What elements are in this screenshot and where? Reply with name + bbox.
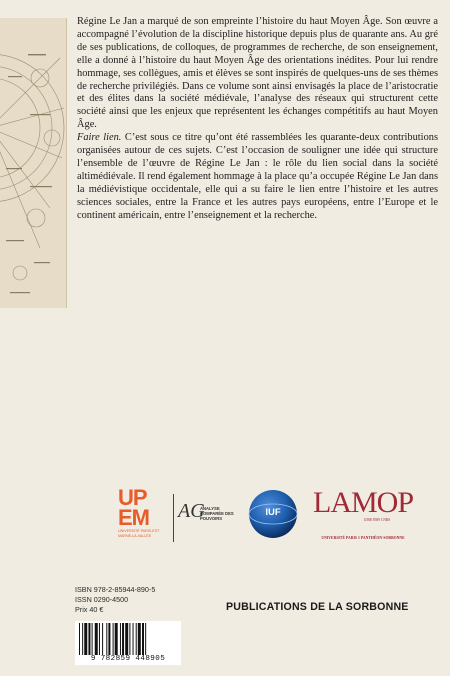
partner-logos bbox=[0, 478, 450, 558]
barcode bbox=[75, 621, 181, 665]
price-text: Prix 40 € bbox=[75, 604, 104, 614]
upem-logo-caption: UNIVERSITÉ PARIS-EST MARNE-LA-VALLÉE bbox=[118, 529, 160, 538]
issn-text: ISSN 0290-4500 bbox=[75, 594, 129, 604]
isbn-text: ISBN 978-2-85944-890-5 bbox=[75, 585, 156, 594]
agp-label: ANALYSE COMPARÉE DES POUVOIRS bbox=[200, 506, 234, 521]
summary-paragraph-2 bbox=[77, 132, 438, 222]
logo-divider bbox=[173, 494, 174, 542]
lamop-logo bbox=[313, 484, 414, 544]
manuscript-diagram-image bbox=[0, 18, 67, 308]
summary-paragraph-1: Régine Le Jan a marqué de son empreinte l’histoire du haut Moyen Âge. Son œuvre a accompagné l’évolution de la discipline historique depuis plus de quarante ans. Au gré de ses publications, de colloques, de programmes de recherche, de son enseignement, elle a donné à l’histoire du haut Moyen Âge des orientations inédites. Pour lui rendre hommage, ses collègues, amis et élèves se sont inspirés de quelques-uns de ses thèmes de recherche privilégiés. Dans ce volume sont ainsi envisagés la place de l’aristocratie et des élites dans la société médiévale, l’analyse des réseaux qui structurent cette société ainsi que les enjeux que représentent les échanges compétitifs au haut Moyen Âge. bbox=[77, 16, 438, 131]
summary-text bbox=[77, 16, 438, 223]
barcode-digits: 9 782859 448905 bbox=[90, 655, 166, 663]
lamop-subtitle: UMR 8589 CNRS bbox=[363, 518, 391, 522]
publisher-name: PUBLICATIONS DE LA SORBONNE bbox=[226, 601, 409, 613]
catalog-info bbox=[75, 585, 155, 614]
lamop-wordmark: LAMOP bbox=[313, 486, 414, 519]
agp-monogram: AG bbox=[178, 500, 205, 522]
iuf-label: IUF bbox=[265, 507, 281, 518]
barcode-bars bbox=[79, 623, 177, 655]
agp-logo bbox=[178, 500, 240, 530]
summary-paragraph-2-rest: C’est sous ce titre qu’ont été rassemblées les quarante-deux contributions organisées autour de ces sujets. C’est l’occasion de souligner une idée qui structure l’ensemble de l’œuvre de Régine Le Jan : le rôle du lien social dans la société altimédiévale. Il rend également hommage à la place qu’a occupée Régine Le Jan dans la médiévistique occidentale, elle qui a su faire le lien entre l’histoire et les autres sciences sociales, entre la France et les autres pays européens, entre l’Europe et le continent américain, entre l’enseignement et la recherche. bbox=[77, 132, 438, 221]
summary-italic-title: Faire lien. bbox=[77, 132, 122, 144]
upem-logo bbox=[118, 485, 173, 538]
lamop-university: UNIVERSITÉ PARIS 1 PANTHÉON-SORBONNE bbox=[321, 536, 405, 540]
upem-logo-line1: UP bbox=[118, 485, 147, 510]
upem-logo-line2: EM bbox=[118, 505, 149, 530]
iuf-logo bbox=[247, 488, 299, 540]
